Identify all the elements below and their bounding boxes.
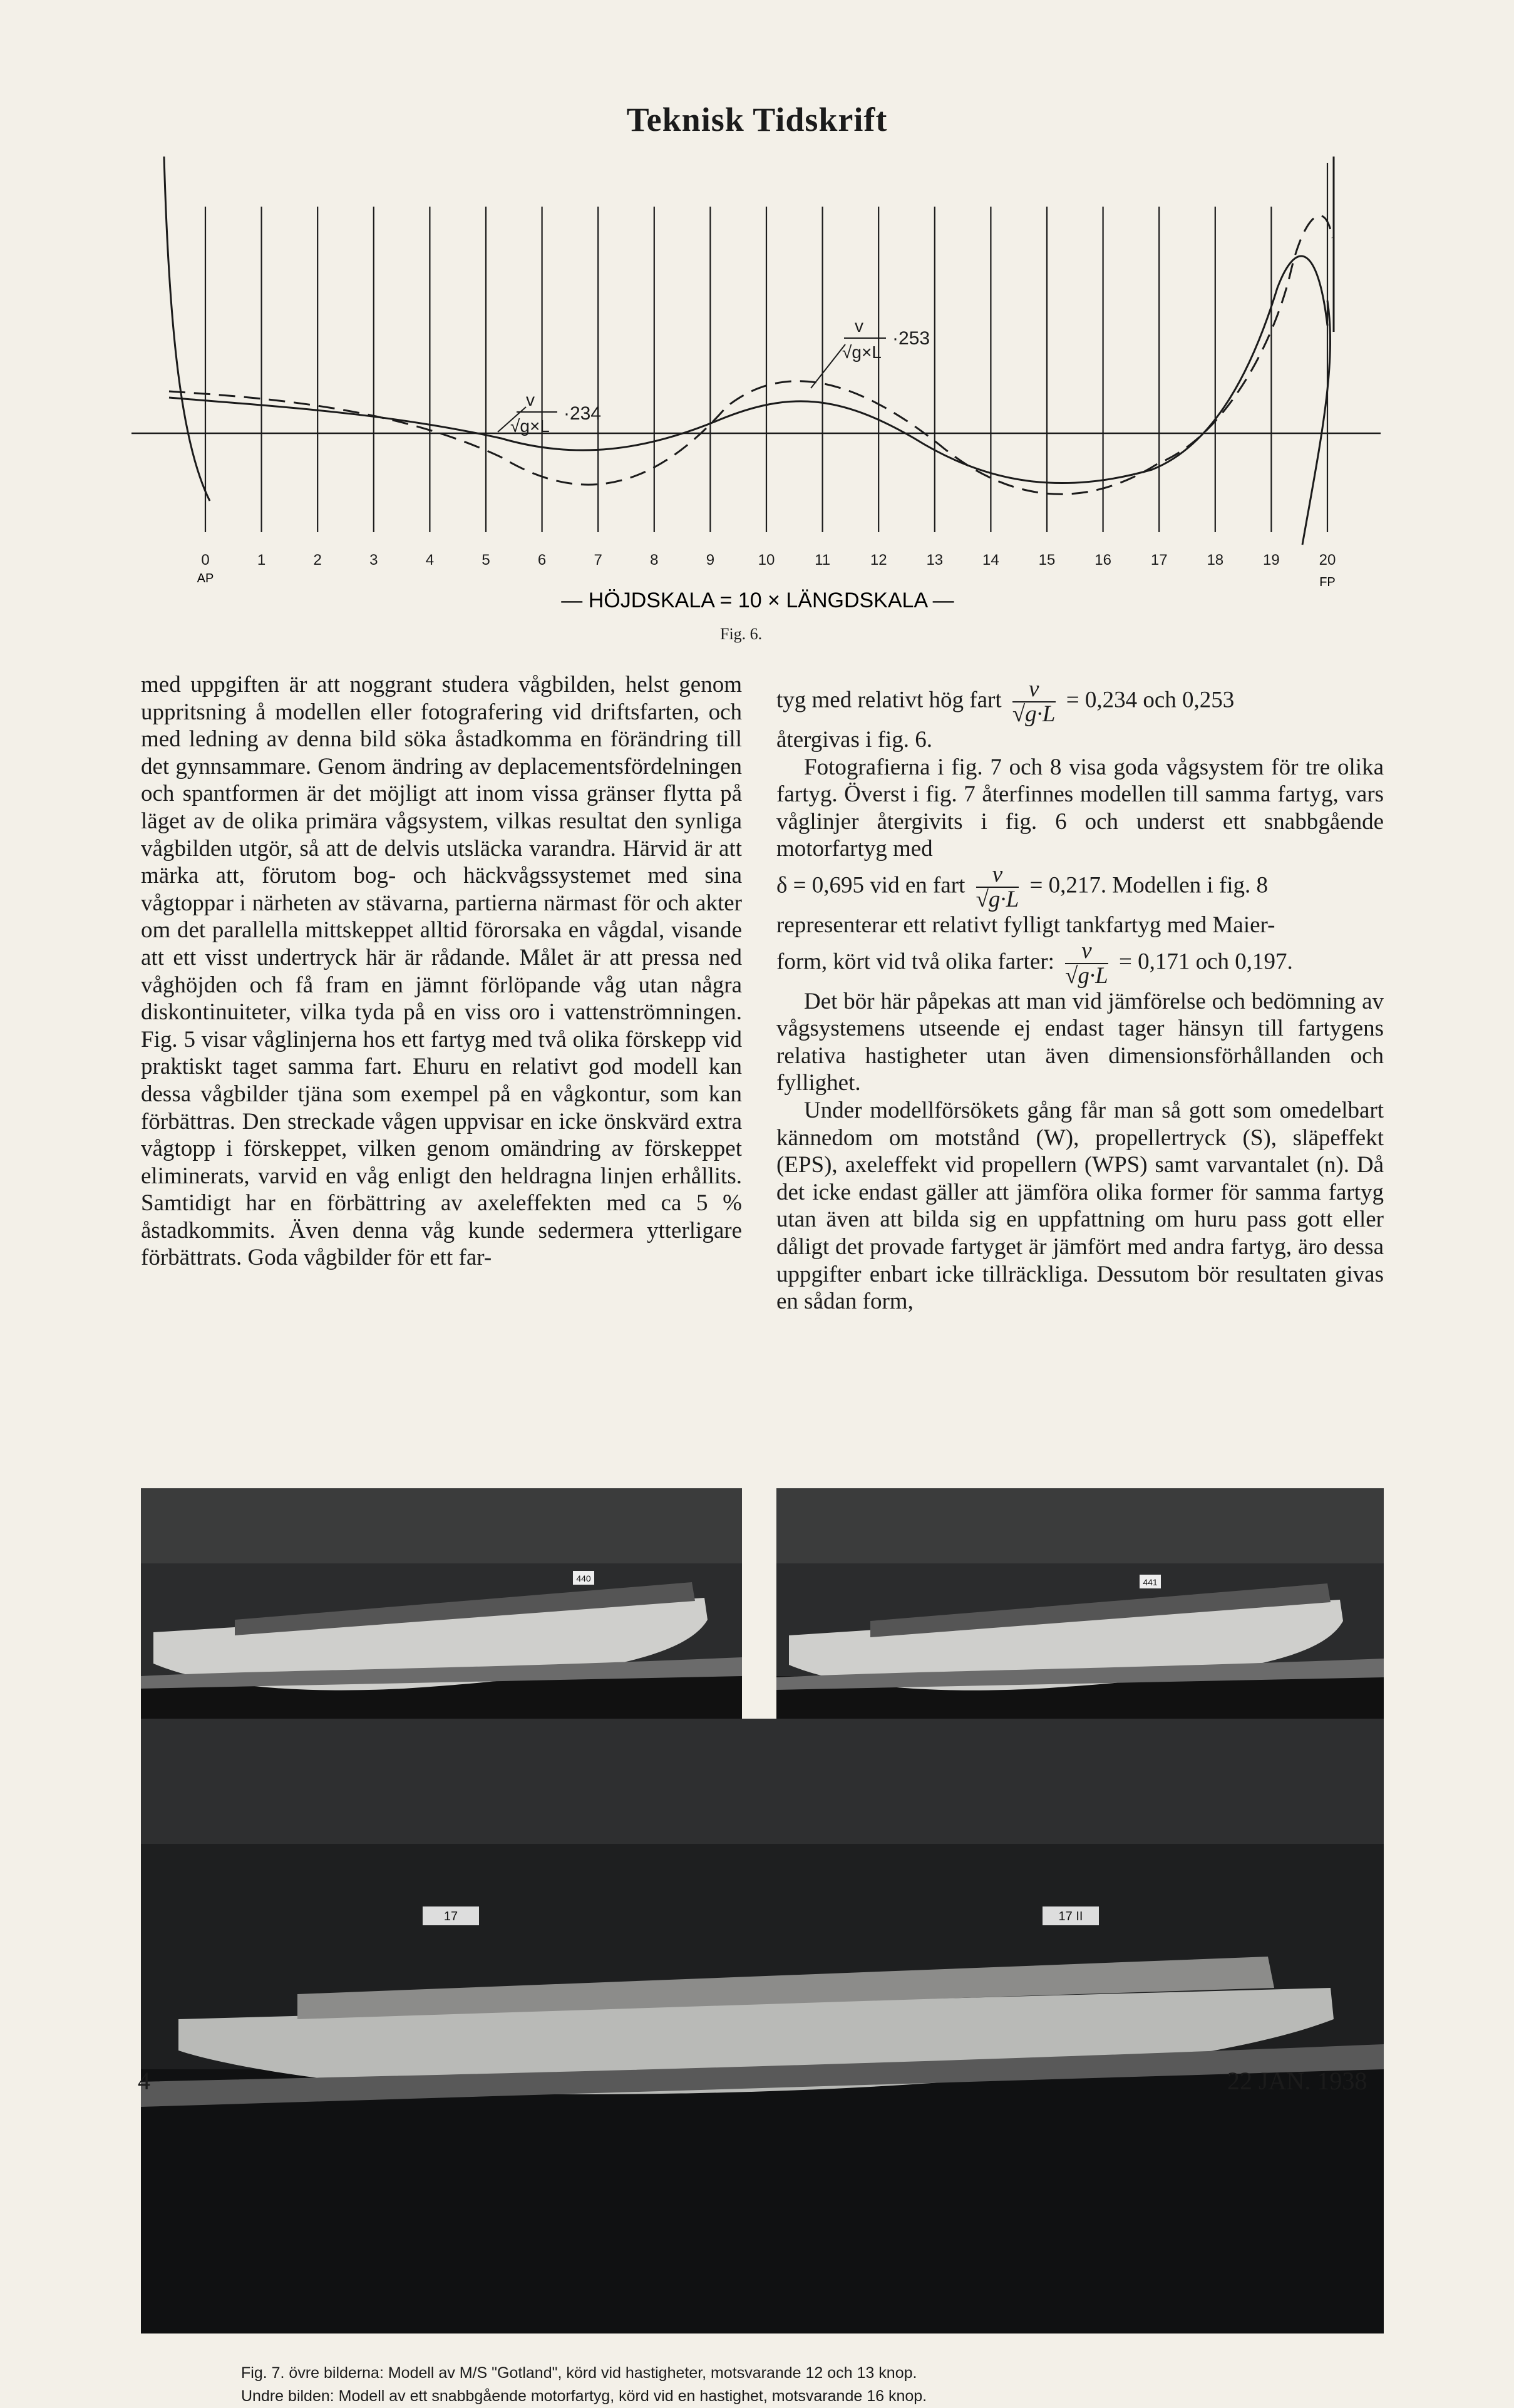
- fig6-caption: Fig. 6.: [720, 625, 763, 643]
- page-number: 4: [138, 2067, 150, 2095]
- journal-title: Teknisk Tidskrift: [626, 101, 888, 138]
- froude-fraction: $\frac{v}{√g\cdot L}$: [1012, 676, 1056, 727]
- station-label: 9: [706, 552, 715, 569]
- station-label: 20: [1319, 552, 1336, 569]
- station-label: 7: [594, 552, 602, 569]
- text-run: δ = 0,695 vid en fart: [776, 872, 966, 898]
- ap-label: AP: [197, 572, 214, 585]
- speed-label-1-v: v: [526, 390, 535, 409]
- issue-date: 22 JAN. 1938: [1227, 2067, 1367, 2095]
- station-label: 6: [537, 552, 547, 569]
- photo-motor-vessel-model-16-knots: [141, 1719, 1384, 2333]
- text-run: form, kört vid två olika farter:: [776, 949, 1054, 975]
- model-number-plate: 17 II: [1058, 1910, 1083, 1923]
- wave-profile-figure: [125, 144, 1390, 626]
- text-run: = 0,234 och 0,253: [1066, 687, 1235, 713]
- journal-header: [0, 100, 1514, 139]
- speed-label-2-value: ·253: [892, 328, 930, 349]
- station-label: 13: [926, 552, 944, 569]
- fp-label: FP: [1319, 575, 1336, 589]
- right-para-6: Det bör här påpekas att man vid jämförelse och bedömning av vågsystemens utseende ej endast tager hänsyn till fartygens relativa hastigheter utan även dimensionsförhållanden och fyllighet.: [776, 988, 1384, 1096]
- fig7-caption: [241, 2362, 1293, 2408]
- text-run: = 0,171 och 0,197.: [1119, 949, 1293, 975]
- froude-fraction: $\frac{v}{√g\cdot L}$: [976, 861, 1019, 912]
- bow-stem: [1302, 301, 1330, 545]
- speed-label-1-den: √g×L: [510, 416, 550, 436]
- speed-label-2-den: √g×L: [842, 342, 882, 362]
- right-para-3: [776, 863, 1384, 912]
- photo-gotland-model-13-knots: [776, 1488, 1384, 1741]
- station-label: 5: [481, 552, 490, 569]
- station-label: 15: [1038, 552, 1056, 569]
- station-label: 12: [870, 552, 887, 569]
- right-para-5: [776, 939, 1384, 988]
- froude-fraction: $\frac{v}{√g\cdot L}$: [1065, 937, 1108, 989]
- station-label: 16: [1094, 552, 1111, 569]
- right-para-2: Fotografierna i fig. 7 och 8 visa goda vågsystem för tre olika fartyg. Överst i fig. 7 återfinnes modellen till samma fartyg, vars våglinjer återgivits i fig. 6 och underst ett snabbgående motorfartyg med: [776, 754, 1384, 862]
- right-column: [776, 671, 1384, 1315]
- model-number-plate: 441: [1143, 1577, 1158, 1587]
- station-label: 4: [425, 552, 435, 569]
- right-para-1: [776, 677, 1384, 726]
- station-label: 10: [758, 552, 775, 569]
- wave-dashed-line: [169, 215, 1332, 494]
- station-label: 17: [1150, 552, 1168, 569]
- scale-label: — HÖJDSKALA = 10 × LÄNGDSKALA —: [561, 589, 954, 612]
- station-label: 2: [313, 552, 322, 569]
- station-label: 1: [257, 552, 266, 569]
- right-para-1-end: återgivas i fig. 6.: [776, 727, 933, 753]
- text-run: tyg med relativt hög fart: [776, 687, 1002, 713]
- station-label: 18: [1207, 552, 1224, 569]
- stern-profile: [164, 157, 210, 501]
- label-pointer-2: [811, 344, 845, 388]
- photo-gotland-model-12-knots: [141, 1488, 742, 1741]
- right-para-7: Under modellförsökets gång får man så gott som omedelbart kännedom om motstånd (W), propellertryck (S), släpeffekt (EPS), axeleffekt vid propellern (WPS) samt varvantalet (n). Då det icke endast gäller att jämföra olika former för samma fartyg utan även att bilda sig en uppfattning om huru pass gott eller dåligt det provade fartyget är jämfört med andra fartyg, äro dessa uppgifter enbart icke tillräckliga. Dessutom bör resultaten givas en sådan form,: [776, 1097, 1384, 1315]
- fig7-caption-line-1: Fig. 7. övre bilderna: Modell av M/S "Gotland", körd vid hastigheter, motsvarande 12 och 13 knop.: [241, 2364, 917, 2382]
- model-number-plate: 440: [576, 1573, 591, 1583]
- left-column-text: med uppgiften är att noggrant studera vågbilden, helst genom uppritsning å modellen eller fotografering vid driftsfarten, och med ledning av denna bild söka åstadkomma en förändring till det gynnsammare. Genom ändring av deplacementsfördelningen och spantformen är det möjligt att inom vissa gränser flytta på läget av de olika primära vågsystem, vilkas resultat den synliga vågbilden utgör, så att de delvis utsläcka varandra. Härvid är att märka att, förutom bog- och häckvågssystemet med sina vågtoppar i närheten av stävarna, partierna närmast för och akter om det parallella mittskeppet alltid förorsaka en vågdal, visande att ett visst undertryck här är rådande. Målet är att pressa ned våghöjden och få fram en jämnt förlöpande våg utan några diskontinuiteter, vilka tyda på en viss oro i vattenströmningen. Fig. 5 visar våglinjerna hos ett fartyg med två olika förskepp vid praktiskt taget samma fart. Ehuru en relativt god modell kan dessa vågbilder tjäna som exempel på en vågkontur, som kan förbättras. Den streckade vågen uppvisar en icke önskvärd extra vågtopp i förskeppet, vilken genom omändring av förskeppet eliminerats, varvid en våg enligt den heldragna linjen erhållits. Samtidigt har en förbättring av axeleffekten med ca 5 % åstadkommits. Även denna våg kunde sedermera ytterligare förbättrats. Goda vågbilder för ett far-: [141, 672, 742, 1271]
- station-label: 0: [201, 552, 210, 569]
- text-run: = 0,217. Modellen i fig. 8: [1029, 872, 1269, 898]
- station-label: 11: [815, 552, 831, 569]
- station-label: 19: [1263, 552, 1280, 569]
- fig7-caption-line-2: Undre bilden: Modell av ett snabbgående motorfartyg, körd vid en hastighet, motsvarande 16 knop.: [241, 2387, 927, 2405]
- station-label: 3: [369, 552, 378, 569]
- right-para-4: representerar ett relativt fylligt tankfartyg med Maier-: [776, 912, 1275, 938]
- station-label: 14: [982, 552, 999, 569]
- model-number-plate: 17: [443, 1910, 458, 1923]
- left-column: [141, 671, 742, 1272]
- station-label: 8: [650, 552, 659, 569]
- speed-label-1-value: ·234: [564, 403, 602, 424]
- wave-solid-line: [169, 256, 1327, 483]
- speed-label-2-v: v: [855, 316, 863, 336]
